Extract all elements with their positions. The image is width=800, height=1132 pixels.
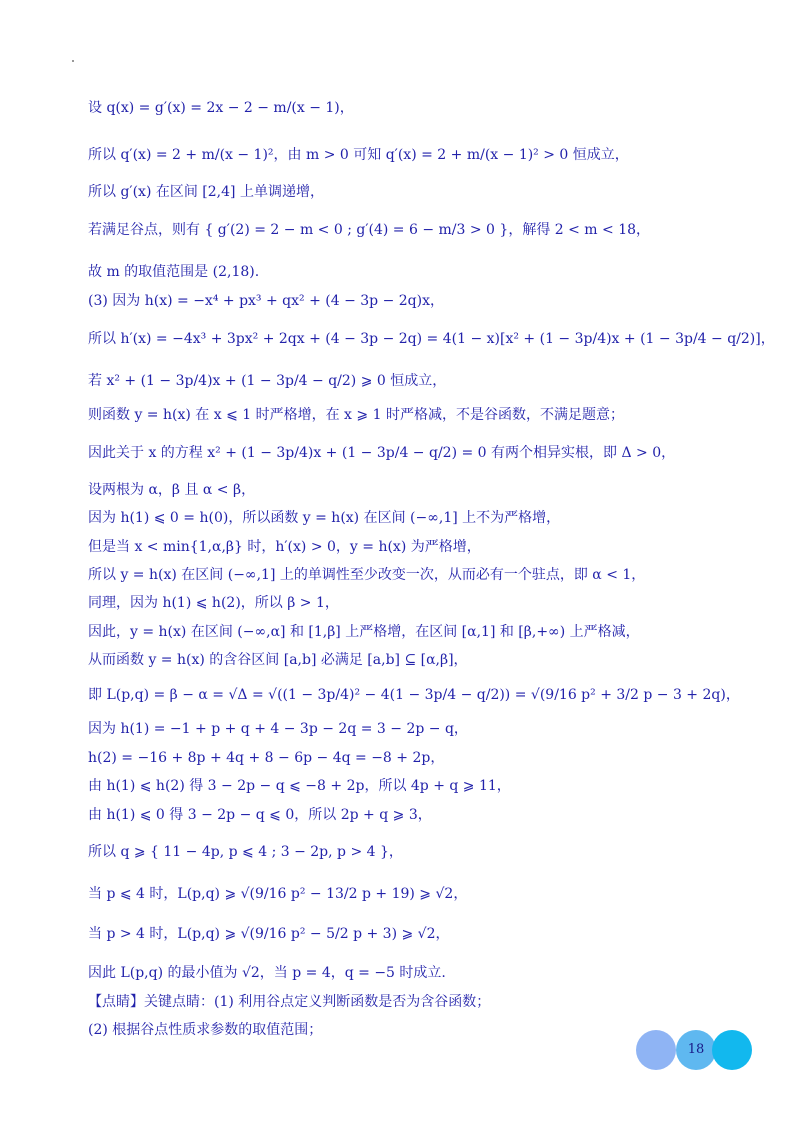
text-line: 即 L(p,q) = β − α = √Δ = √((1 − 3p/4)² − 4(1 − 3p/4 − q/2)) = √(9/16 p² + 3/2 p − 3 + 2q)， [88, 687, 740, 703]
text-line: 当 p ⩽ 4 时，L(p,q) ⩾ √(9/16 p² − 13/2 p + 19) ⩾ √2， [88, 886, 468, 902]
text-line: 所以 h′(x) = −4x³ + 3px² + 2qx + (4 − 3p − 2q) = 4(1 − x)[x² + (1 − 3p/4)x + (1 − 3p/4 − q/2)]， [88, 331, 775, 347]
key-point-line: (2) 根据谷点性质求参数的取值范围； [88, 1022, 323, 1038]
text-line: 所以 q ⩾ { 11 − 4p, p ⩽ 4 ; 3 − 2p, p > 4 }， [88, 844, 403, 860]
text-line: 因此，y = h(x) 在区间 (−∞,α] 和 [1,β] 上严格增，在区间 [α,1] 和 [β,+∞) 上严格减， [88, 624, 640, 640]
text-line: 由 h(1) ⩽ h(2) 得 3 − 2p − q ⩽ −8 + 2p，所以 4p + q ⩾ 11， [88, 778, 511, 794]
text-line: 所以 q′(x) = 2 + m/(x − 1)²，由 m > 0 可知 q′(x) = 2 + m/(x − 1)² > 0 恒成立， [88, 147, 629, 163]
text-line: 因为 h(1) = −1 + p + q + 4 − 3p − 2q = 3 − 2p − q， [88, 721, 468, 737]
text-line: 所以 y = h(x) 在区间 (−∞,1] 上的单调性至少改变一次，从而必有一个驻点，即 α < 1， [88, 567, 646, 583]
text-line: 从而函数 y = h(x) 的含谷区间 [a,b] 必满足 [a,b] ⊆ [α,β]， [88, 652, 468, 668]
text-line: 若满足谷点，则有 { g′(2) = 2 − m < 0 ; g′(4) = 6 − m/3 > 0 }，解得 2 < m < 18， [88, 222, 651, 238]
text-line: 同理，因为 h(1) ⩽ h(2)，所以 β > 1， [88, 595, 339, 611]
text-line: 因为 h(1) ⩽ 0 = h(0)，所以函数 y = h(x) 在区间 (−∞,1] 上不为严格增， [88, 510, 561, 526]
page-footer [636, 1030, 756, 1072]
text-line: 若 x² + (1 − 3p/4)x + (1 − 3p/4 − q/2) ⩾ 0 恒成立， [88, 373, 447, 389]
text-line: 因此 L(p,q) 的最小值为 √2，当 p = 4，q = −5 时成立. [88, 965, 446, 981]
text-line: 因此关于 x 的方程 x² + (1 − 3p/4)x + (1 − 3p/4 − q/2) = 0 有两个相异实根，即 Δ > 0， [88, 445, 676, 461]
decor-circle [636, 1030, 676, 1070]
page-number: 18 [687, 1042, 705, 1057]
text-line: 故 m 的取值范围是 (2,18). [88, 264, 260, 280]
text-line: h(2) = −16 + 8p + 4q + 8 − 6p − 4q = −8 + 2p， [88, 750, 445, 766]
text-line: 设两根为 α，β 且 α < β， [88, 482, 256, 498]
key-point-line: 【点睛】关键点睛：(1) 利用谷点定义判断函数是否为含谷函数； [88, 994, 491, 1010]
text-line: 当 p > 4 时，L(p,q) ⩾ √(9/16 p² − 5/2 p + 3) ⩾ √2， [88, 926, 450, 942]
page-mark [72, 60, 74, 62]
text-line: 由 h(1) ⩽ 0 得 3 − 2p − q ⩽ 0，所以 2p + q ⩾ 3， [88, 807, 432, 823]
text-line: 则函数 y = h(x) 在 x ⩽ 1 时严格增，在 x ⩾ 1 时严格减，不是谷函数，不满足题意； [88, 407, 624, 423]
text-line: 所以 g′(x) 在区间 [2,4] 上单调递增， [88, 184, 324, 200]
text-line: 设 q(x) = g′(x) = 2x − 2 − m/(x − 1)， [88, 100, 354, 116]
text-line: (3) 因为 h(x) = −x⁴ + px³ + qx² + (4 − 3p − 2q)x， [88, 293, 444, 309]
decor-circle [712, 1030, 752, 1070]
text-line: 但是当 x < min{1,α,β} 时，h′(x) > 0，y = h(x) 为严格增， [88, 539, 481, 555]
